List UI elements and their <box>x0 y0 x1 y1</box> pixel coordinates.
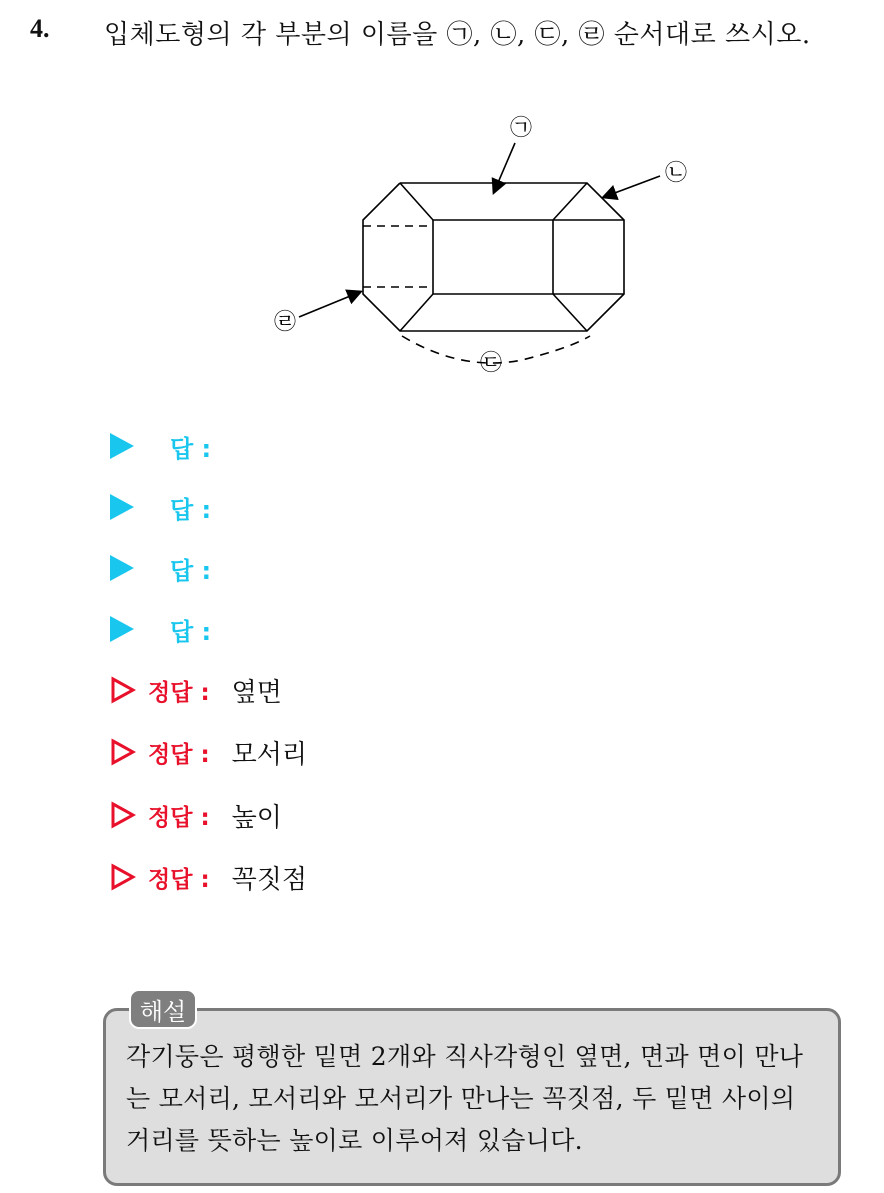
correct-answer-2 <box>110 732 307 772</box>
label-d: ㉣ <box>273 310 297 335</box>
answer-slot-3 <box>110 548 211 588</box>
correct-answer-label: 정답 : <box>148 866 210 893</box>
correct-answer-label: 정답 : <box>148 679 210 706</box>
answer-slot-1 <box>110 426 211 466</box>
answer-label: 답 : <box>170 556 212 585</box>
correct-answer-label: 정답 : <box>148 741 210 768</box>
answer-label: 답 : <box>170 434 212 463</box>
correct-answer-3 <box>110 795 282 835</box>
prism-outline <box>363 183 624 331</box>
question-text: 입체도형의 각 부분의 이름을 ㉠, ㉡, ㉢, ㉣ 순서대로 쓰시오. <box>104 20 811 50</box>
prism-bottom-face <box>400 294 587 331</box>
correct-answer-4 <box>110 857 307 897</box>
hexagonal-prism-diagram <box>260 110 700 390</box>
arrow-d <box>299 292 360 317</box>
triangle-outline-icon <box>110 863 136 891</box>
triangle-outline-icon <box>110 801 136 829</box>
triangle-outline-icon <box>110 738 136 766</box>
correct-answer-1 <box>110 670 282 710</box>
question-number: 4. <box>30 14 50 43</box>
answer-label: 답 : <box>170 617 212 646</box>
prism-figure <box>260 110 700 390</box>
arrow-a <box>494 143 515 192</box>
label-a: ㉠ <box>509 116 533 141</box>
label-c: ㉢ <box>479 351 503 376</box>
answer-slot-4 <box>110 609 211 649</box>
correct-answer-value: 옆면 <box>231 677 282 708</box>
prism-top-face <box>400 183 587 220</box>
correct-answer-label: 정답 : <box>148 804 210 831</box>
correct-answer-value: 모서리 <box>231 739 308 770</box>
play-icon <box>110 616 134 642</box>
answer-slot-2 <box>110 487 211 527</box>
play-icon <box>110 433 134 459</box>
arrow-b <box>604 176 660 197</box>
triangle-outline-icon <box>110 676 136 704</box>
explanation-title: 해설 <box>129 989 197 1029</box>
correct-answer-value: 꼭짓점 <box>231 864 308 895</box>
play-icon <box>110 494 134 520</box>
answer-label: 답 : <box>170 495 212 524</box>
label-b: ㉡ <box>664 161 688 186</box>
explanation-text: 각기둥은 평행한 밑면 2개와 직사각형인 옆면, 면과 면이 만나는 모서리, 모서리와 모서리가 만나는 꼭짓점, 두 밑면 사이의 거리를 뜻하는 높이로 이루어져 있습니다. <box>126 1042 804 1155</box>
correct-answer-value: 높이 <box>231 802 282 833</box>
play-icon <box>110 555 134 581</box>
